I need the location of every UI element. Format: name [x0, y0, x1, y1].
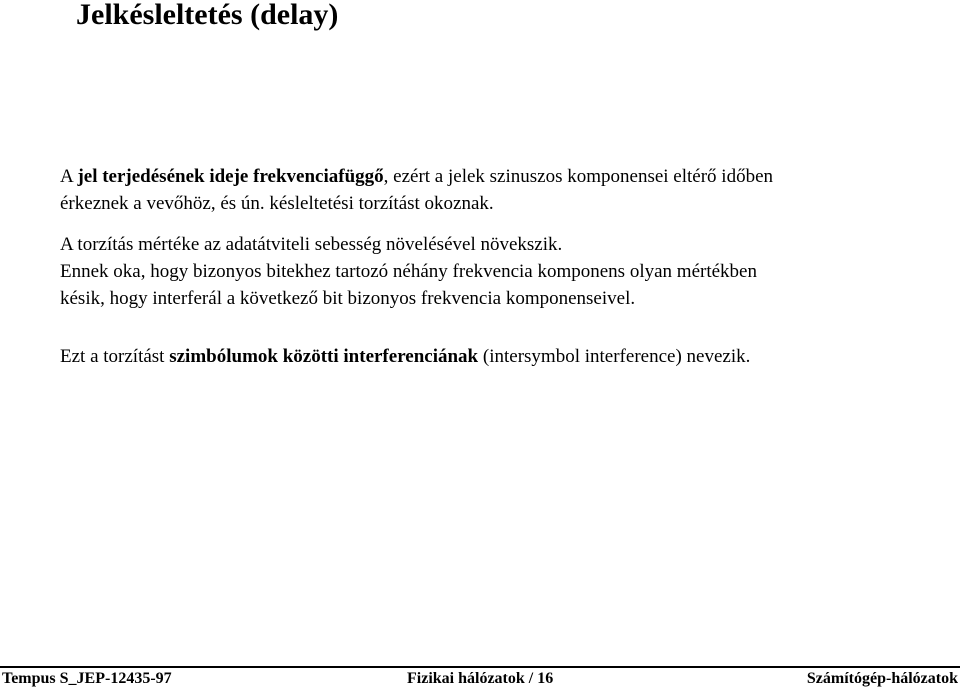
paragraph-frequency-dependence: [60, 163, 940, 217]
footer-project-id: Tempus S_JEP-12435-97: [2, 670, 172, 687]
p3-bold-term: szimbólumok közötti interferenciának: [169, 346, 479, 367]
paragraph-isi-definition: [60, 343, 940, 370]
slide-footer: [0, 666, 960, 691]
slide-title: Jelkésleltetés (delay): [76, 0, 339, 31]
p1-bold-term: jel terjedésének ideje frekvenciafüggő: [77, 166, 384, 187]
footer-page-number: Fizikai hálózatok / 16: [407, 670, 554, 687]
paragraph-distortion-rate: [60, 231, 940, 312]
p1-text-end: , ezért a jelek szinuszos komponensei eltérő időben: [383, 166, 774, 187]
footer-course-name: Számítógép-hálózatok: [806, 670, 958, 687]
p2-line3: késik, hogy interferál a következő bit bizonyos frekvencia komponenseivel.: [60, 288, 636, 309]
footer-divider: [0, 666, 960, 668]
p2-line1: A torzítás mértéke az adatátviteli sebesség növelésével növekszik.: [60, 234, 563, 255]
p1-line2: érkeznek a vevőhöz, és ún. késleltetési torzítást okoznak.: [60, 193, 494, 214]
p1-text-start: A: [60, 166, 78, 187]
p2-line2: Ennek oka, hogy bizonyos bitekhez tartozó néhány frekvencia komponens olyan mértékben: [60, 261, 757, 282]
p3-text-end: (intersymbol interference) nevezik.: [478, 346, 751, 367]
p3-text-start: Ezt a torzítást: [60, 346, 170, 367]
